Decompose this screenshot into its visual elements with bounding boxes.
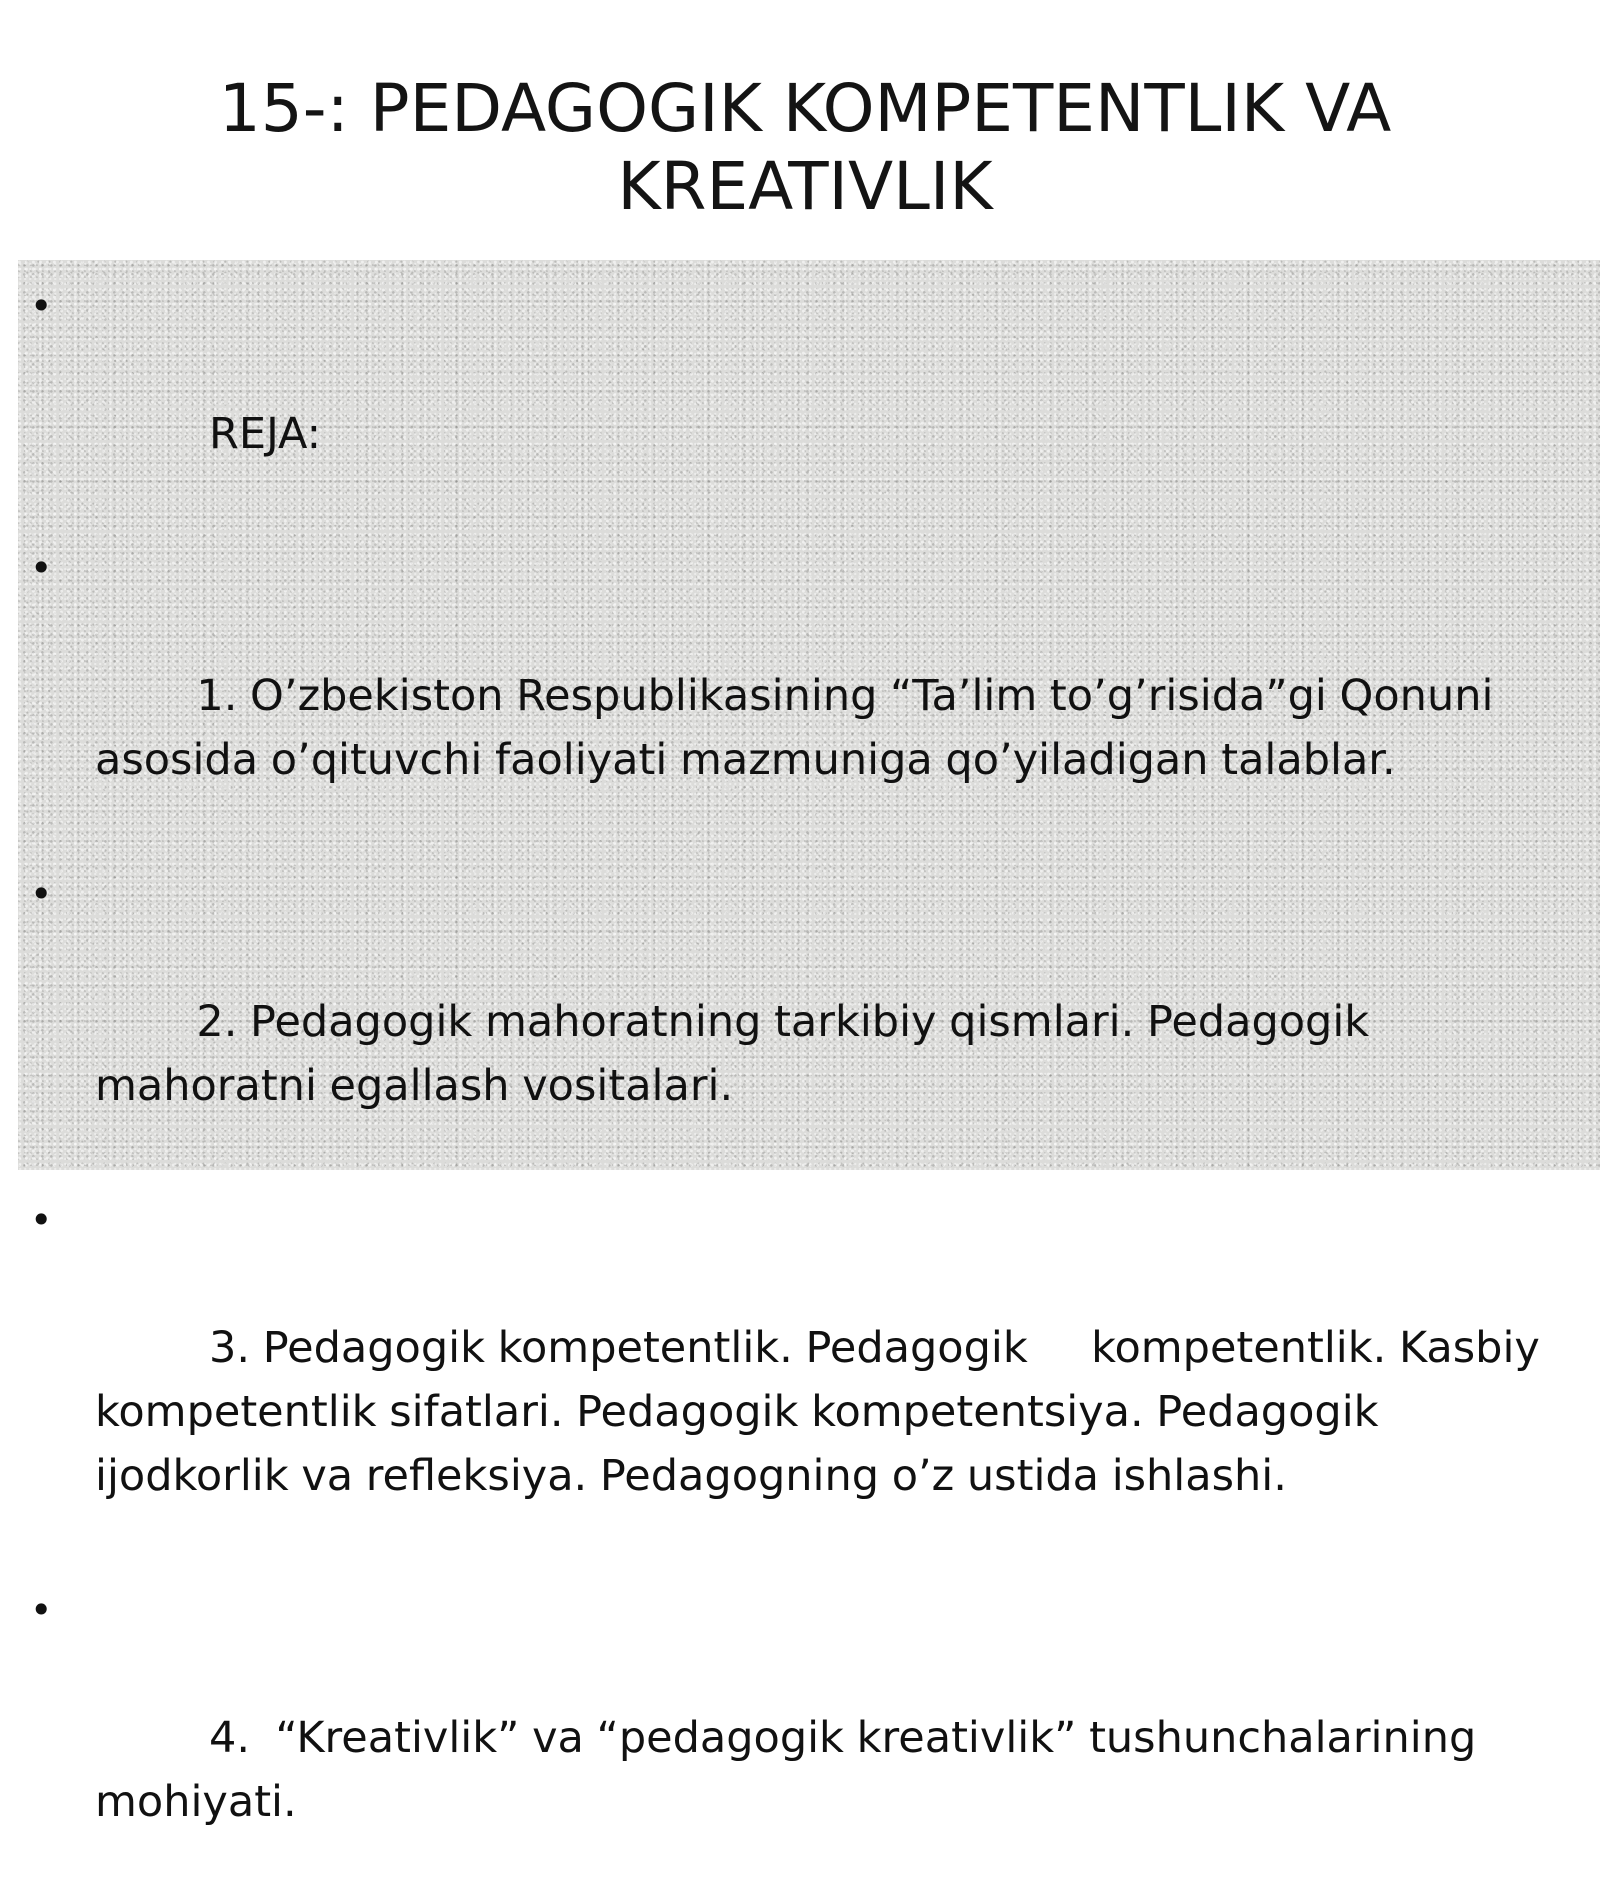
bullet-item-1 [18, 536, 1600, 856]
bullet-icon: • [30, 1588, 53, 1632]
bullet-text: 4. “Kreativlik” va “pedagogik kreativlik” tushunchalarining mohiyati. [95, 1713, 1489, 1827]
slide-title [0, 70, 1610, 226]
bullet-item-reja [18, 274, 1600, 530]
bullet-icon: • [30, 872, 53, 916]
bullet-text: 3. Pedagogik kompetentlik. Pedagogik kompetentlik. Kasbiy kompetentlik sifatlari. Pedagogik kompetentsiya. Pedagogik ijodkorlik va refleksiya. Pedagogning o’z ustida ishlashi. [95, 1323, 1553, 1501]
bullet-icon: • [30, 1198, 53, 1242]
bullet-text: REJA: [196, 409, 322, 459]
bullet-list [18, 274, 1600, 1904]
slide-title-line-2: KREATIVLIK [617, 148, 993, 225]
content-panel [18, 260, 1600, 1827]
bullet-item-3 [18, 1188, 1600, 1572]
bullet-icon: • [30, 546, 53, 590]
slide-title-line-1: 15-: PEDAGOGIK KOMPETENTLIK VA [218, 70, 1392, 147]
bullet-text: 2. Pedagogik mahoratning tarkibiy qismlari. Pedagogik mahoratni egallash vositalari. [95, 997, 1382, 1111]
bullet-icon: • [30, 284, 53, 328]
bullet-item-2 [18, 862, 1600, 1182]
bullet-item-4 [18, 1578, 1600, 1898]
bullet-text: 1. O’zbekiston Respublikasining “Ta’lim to’g’risida”gi Qonuni asosida o’qituvchi faoliyati mazmuniga qo’yiladigan talablar. [95, 671, 1507, 785]
